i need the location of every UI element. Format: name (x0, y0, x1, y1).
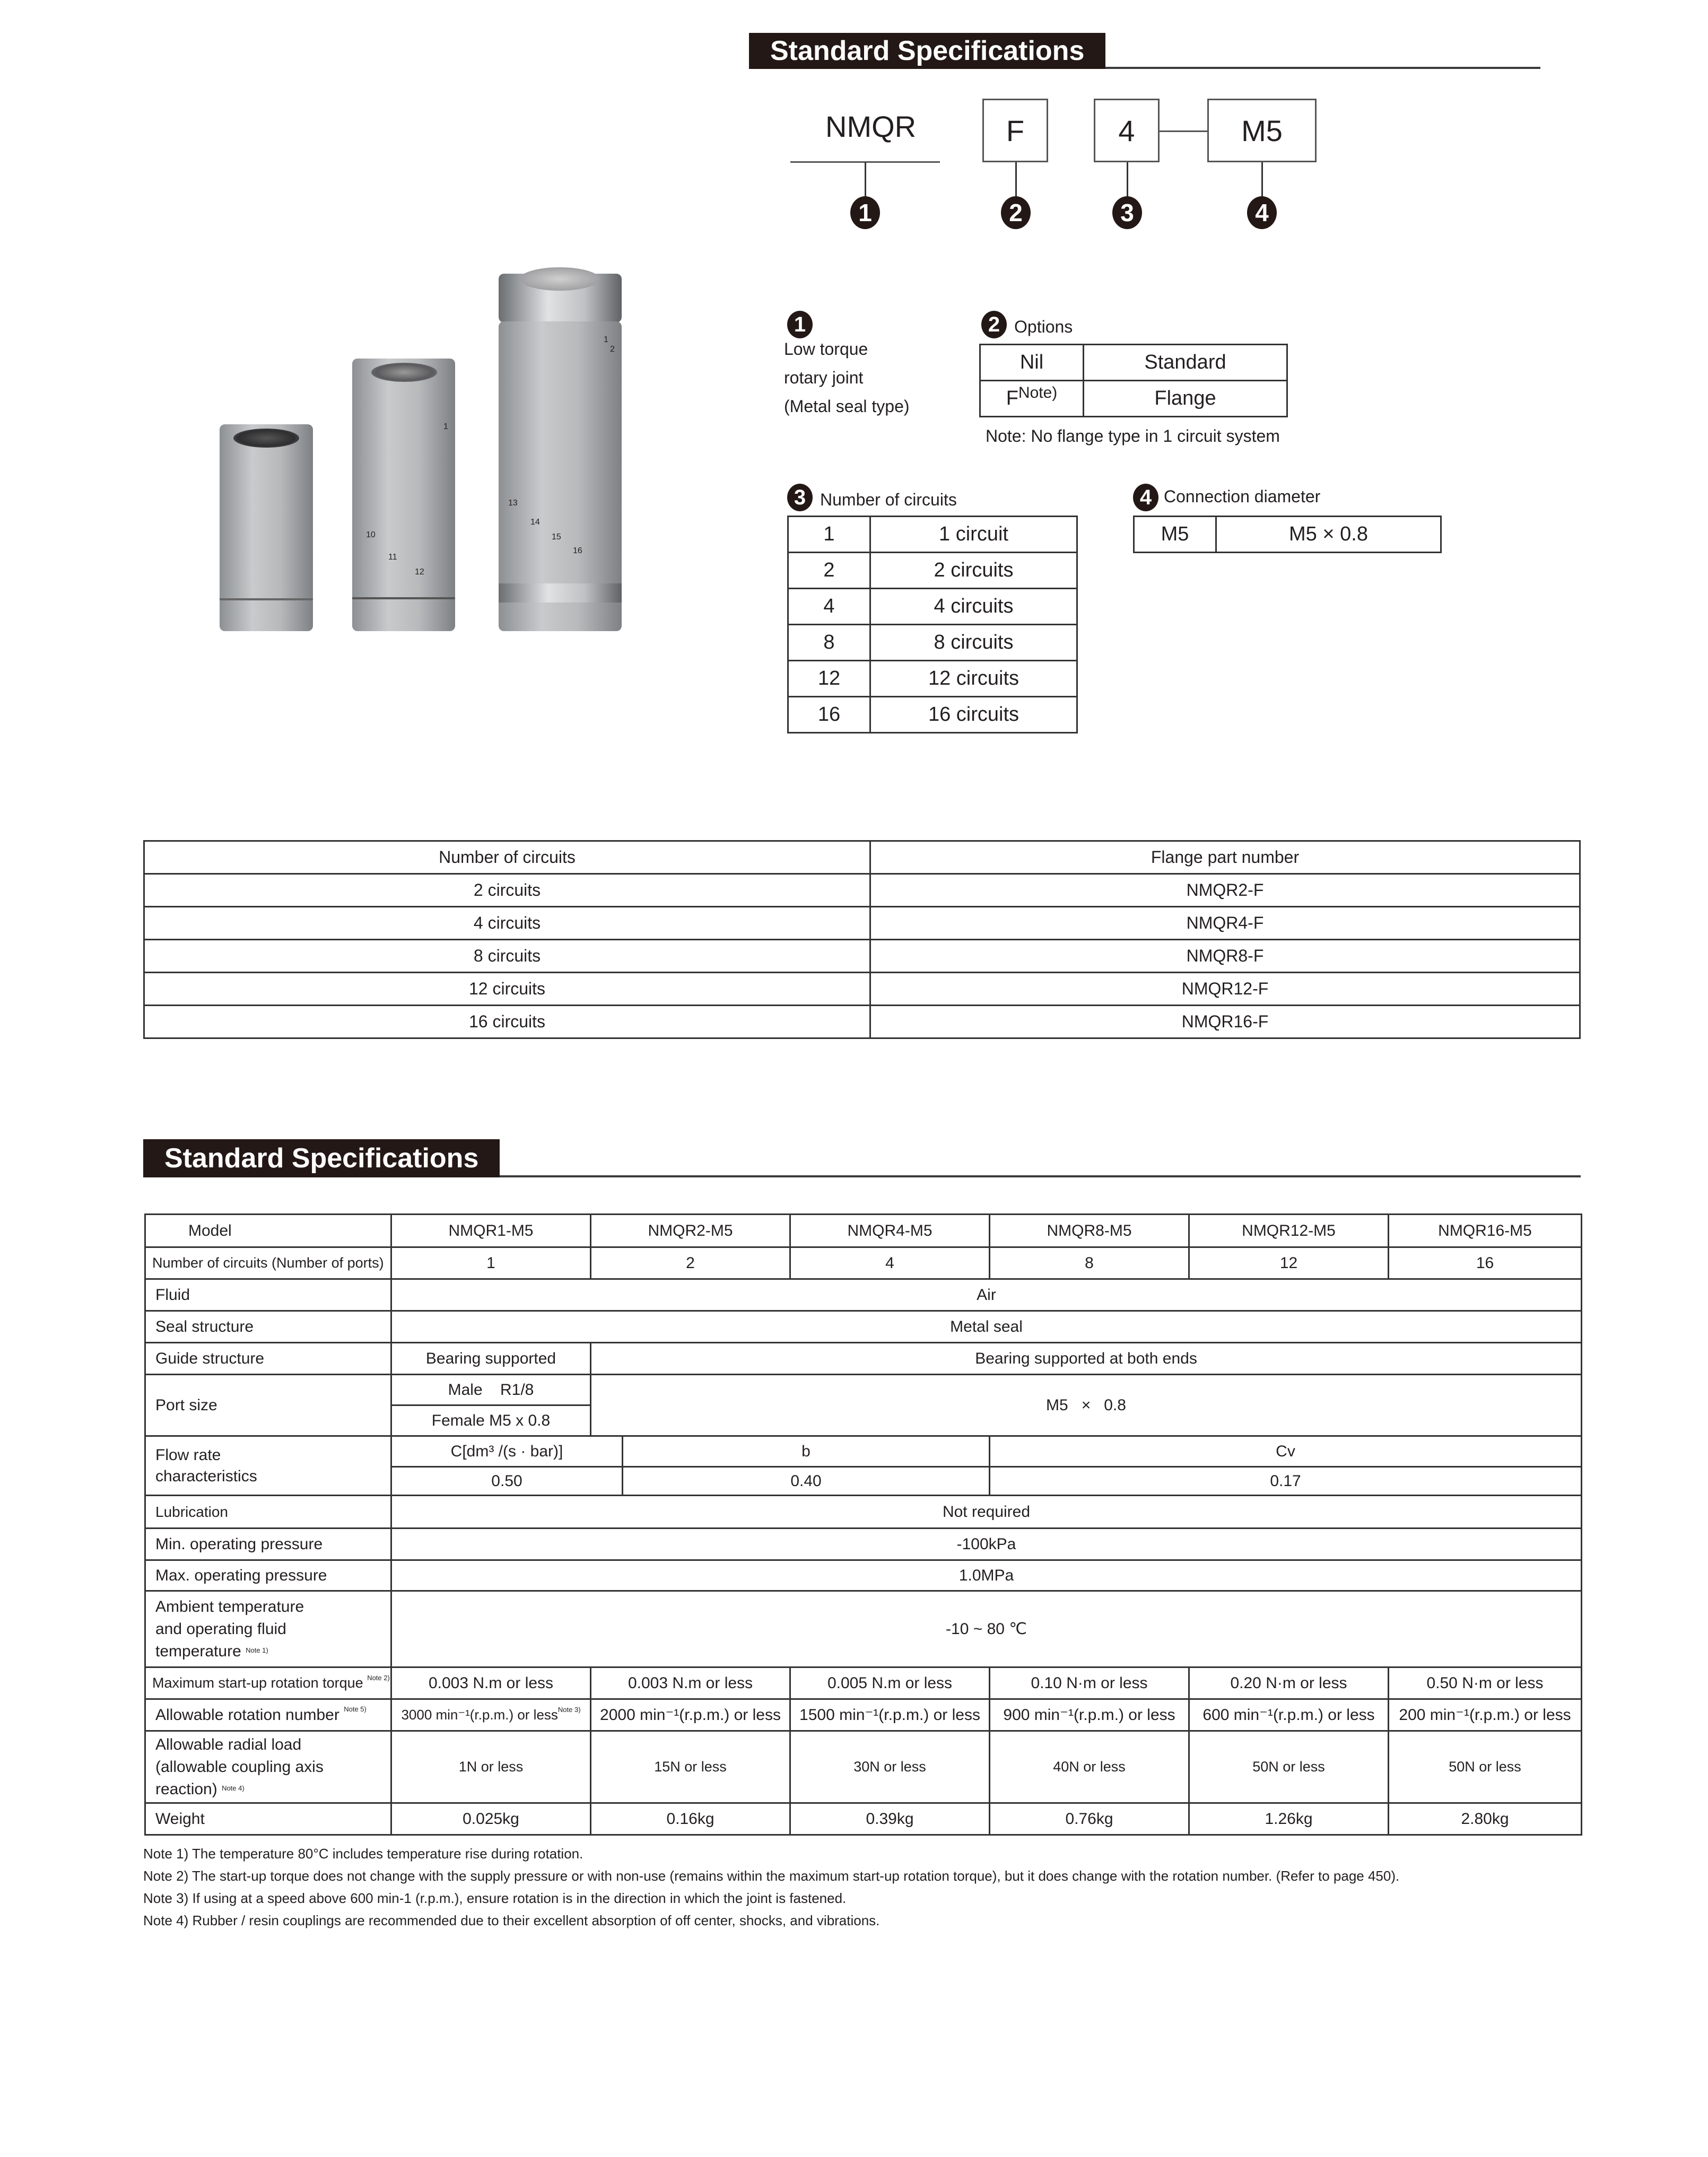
row-header-line: Flow rate (155, 1446, 221, 1464)
row-header: Guide structure (145, 1343, 391, 1375)
rotary-joint-medium-top (371, 363, 437, 382)
footnote: Note 3) If using at a speed above 600 min-1 (r.p.m.), ensure rotation is in the direction in which the joint is fastened. (143, 1890, 847, 1906)
note-ref: Note 4) (222, 1784, 245, 1792)
circuit-code: 2 (788, 553, 870, 589)
row-header: Lubrication (145, 1496, 391, 1529)
value-cell: 1N or less (391, 1731, 591, 1803)
row-header-text: Allowable rotation number (155, 1706, 339, 1724)
circuit-code: 4 (788, 589, 870, 625)
value-text: 3000 min⁻¹(r.p.m.) or less (401, 1707, 558, 1723)
value-cell: 2000 min⁻¹(r.p.m.) or less (591, 1699, 790, 1731)
row-header: Weight (145, 1803, 391, 1835)
value-cell: 4 (790, 1247, 990, 1279)
rotary-joint-large-band (499, 583, 622, 602)
circuit-desc: 12 circuits (870, 661, 1077, 697)
value-cell: 900 min⁻¹(r.p.m.) or less (990, 1699, 1189, 1731)
row-header-line: Allowable radial load (155, 1735, 302, 1753)
row-radial-load (145, 1731, 1582, 1803)
legend-1-line: rotary joint (784, 368, 864, 387)
value-cell: 1500 min⁻¹(r.p.m.) or less (790, 1699, 990, 1731)
port-label: 13 (508, 499, 518, 508)
connection-desc: M5 × 0.8 (1216, 517, 1441, 553)
circuits-row (788, 625, 1077, 661)
circuit-desc: 4 circuits (870, 589, 1077, 625)
row-header-text: temperature (155, 1642, 241, 1660)
flange-row (144, 1006, 1580, 1038)
value-cell: 0.17 (990, 1467, 1582, 1496)
value-cell: Female M5 x 0.8 (391, 1405, 591, 1436)
note-ref: Note 3) (557, 1706, 581, 1714)
code-part-connection: M5 (1207, 99, 1317, 162)
model-cell: NMQR2-M5 (591, 1215, 790, 1247)
connection-table (1133, 516, 1442, 553)
value-cell: 1 (391, 1247, 591, 1279)
flange-circuits: 4 circuits (144, 907, 870, 940)
row-min-pressure (145, 1529, 1582, 1560)
flange-part-number: NMQR12-F (870, 973, 1580, 1006)
value-cell: 2 (591, 1247, 790, 1279)
port-label: 10 (366, 530, 376, 539)
row-model (145, 1215, 1582, 1247)
model-cell: NMQR12-M5 (1189, 1215, 1389, 1247)
option-note: Note) (1018, 384, 1058, 401)
options-title: Options (1014, 317, 1073, 336)
model-cell: NMQR4-M5 (790, 1215, 990, 1247)
badge-1: 1 (850, 196, 880, 229)
port-label: 14 (530, 518, 540, 527)
value-cell: Metal seal (391, 1311, 1582, 1343)
row-header: Model (145, 1215, 391, 1247)
code-part-circuits: 4 (1094, 99, 1160, 162)
badge-3: 3 (1112, 196, 1142, 229)
badge-4: 4 (1133, 484, 1158, 511)
option-desc: Standard (1084, 345, 1287, 381)
flow-sub-header: C[dm³ /(s · bar)] (391, 1436, 623, 1467)
flange-header: Number of circuits (144, 841, 870, 874)
value-cell: -100kPa (391, 1529, 1582, 1560)
value-cell: 0.005 N.m or less (790, 1667, 990, 1699)
value-cell: 50N or less (1389, 1731, 1582, 1803)
row-header: Port size (145, 1375, 391, 1436)
circuit-code: 8 (788, 625, 870, 661)
connection-row (1134, 517, 1441, 553)
flange-table (143, 840, 1581, 1039)
row-port (145, 1375, 1582, 1405)
value-cell: 8 (990, 1247, 1189, 1279)
option-desc: Flange (1084, 381, 1287, 417)
value-cell: 0.003 N.m or less (391, 1667, 591, 1699)
note-ref: Note 2) (367, 1674, 390, 1682)
row-header-line: (allowable coupling axis (155, 1758, 324, 1776)
value-cell: 200 min⁻¹(r.p.m.) or less (1389, 1699, 1582, 1731)
row-seal (145, 1311, 1582, 1343)
circuit-desc: 8 circuits (870, 625, 1077, 661)
row-fluid (145, 1279, 1582, 1311)
circuits-table (787, 516, 1078, 733)
connector-line (1261, 162, 1263, 197)
port-label: 1 (443, 422, 448, 431)
options-row (980, 381, 1287, 417)
badge-3: 3 (787, 484, 813, 511)
circuits-row (788, 589, 1077, 625)
badge-2: 2 (1001, 196, 1031, 229)
circuit-desc: 1 circuit (870, 517, 1077, 553)
row-guide (145, 1343, 1582, 1375)
value-cell: 2.80kg (1389, 1803, 1582, 1835)
value-cell: Bearing supported at both ends (591, 1343, 1582, 1375)
code-dash (1160, 130, 1207, 132)
note-ref: Note 5) (344, 1705, 367, 1713)
rotary-joint-small-top (233, 429, 299, 448)
circuit-code: 12 (788, 661, 870, 697)
row-temperature (145, 1591, 1582, 1667)
section-rule (500, 1175, 1581, 1177)
circuit-code: 1 (788, 517, 870, 553)
row-torque (145, 1667, 1582, 1699)
note-ref: Note 1) (246, 1646, 268, 1654)
flange-part-number: NMQR8-F (870, 940, 1580, 973)
flow-sub-header: b (623, 1436, 990, 1467)
circuit-desc: 16 circuits (870, 697, 1077, 733)
row-header (145, 1591, 391, 1667)
row-header: Seal structure (145, 1311, 391, 1343)
row-header-line: Ambient temperature (155, 1597, 304, 1615)
flange-part-number: NMQR16-F (870, 1006, 1580, 1038)
value-cell: 0.10 N·m or less (990, 1667, 1189, 1699)
value-cell: 0.50 (391, 1467, 623, 1496)
options-row (980, 345, 1287, 381)
circuits-title: Number of circuits (820, 490, 957, 509)
value-cell: 16 (1389, 1247, 1582, 1279)
model-cell: NMQR8-M5 (990, 1215, 1189, 1247)
value-cell: Air (391, 1279, 1582, 1311)
spec-table (144, 1213, 1582, 1836)
footnote: Note 1) The temperature 80°C includes temperature rise during rotation. (143, 1846, 583, 1862)
value-cell: 50N or less (1189, 1731, 1389, 1803)
flange-row (144, 940, 1580, 973)
flange-header: Flange part number (870, 841, 1580, 874)
value-cell: 0.50 N·m or less (1389, 1667, 1582, 1699)
connector-line (865, 162, 866, 197)
row-weight (145, 1803, 1582, 1835)
option-code (980, 381, 1084, 417)
value-cell: 0.39kg (790, 1803, 990, 1835)
value-cell: 40N or less (990, 1731, 1189, 1803)
value-cell: 0.003 N.m or less (591, 1667, 790, 1699)
value-cell: 12 (1189, 1247, 1389, 1279)
row-header-line: and operating fluid (155, 1620, 286, 1638)
connector-line (1015, 162, 1017, 197)
value-cell: 0.025kg (391, 1803, 591, 1835)
value-cell: M5 × 0.8 (591, 1375, 1582, 1436)
row-circuits (145, 1247, 1582, 1279)
row-header-line: characteristics (155, 1467, 257, 1485)
footnote: Note 4) Rubber / resin couplings are recommended due to their excellent absorption of off center, shocks, and vibrations. (143, 1913, 880, 1928)
options-table (979, 344, 1288, 417)
flow-sub-header: Cv (990, 1436, 1582, 1467)
row-header-text: reaction) (155, 1780, 217, 1798)
footnotes (143, 1842, 1399, 1932)
code-part-series: NMQR (825, 110, 917, 143)
footnote: Note 2) The start-up torque does not change with the supply pressure or with non-use (remains within the maximum start-up rotation torque), but it does change with the rotation number. (Refer to page 450). (143, 1868, 1400, 1884)
option-code: Nil (980, 345, 1084, 381)
option-code-text: F (1006, 387, 1018, 409)
port-label: 2 (610, 345, 615, 354)
rotary-joint-medium (352, 359, 455, 631)
flange-row (144, 874, 1580, 907)
value-cell: 0.76kg (990, 1803, 1189, 1835)
rotary-joint-large-top (520, 267, 599, 291)
row-header (145, 1731, 391, 1803)
circuits-row (788, 553, 1077, 589)
flange-header-row (144, 841, 1580, 874)
row-lubrication (145, 1496, 1582, 1529)
value-cell: Male R1/8 (391, 1375, 591, 1405)
model-cell: NMQR16-M5 (1389, 1215, 1582, 1247)
flange-circuits: 2 circuits (144, 874, 870, 907)
row-header-text: Maximum start-up rotation torque (152, 1675, 363, 1691)
rotary-joint-medium-ring (352, 597, 455, 599)
flange-circuits: 12 circuits (144, 973, 870, 1006)
row-header (145, 1436, 391, 1496)
value-cell: 0.20 N·m or less (1189, 1667, 1389, 1699)
value-cell: Bearing supported (391, 1343, 591, 1375)
row-header-line (155, 1778, 387, 1801)
value-cell: 1.0MPa (391, 1560, 1582, 1591)
port-label: 11 (388, 553, 397, 562)
value-cell: 0.40 (623, 1467, 990, 1496)
badge-4: 4 (1247, 196, 1277, 229)
options-footnote: Note: No flange type in 1 circuit system (986, 426, 1280, 446)
circuits-row (788, 661, 1077, 697)
row-max-pressure (145, 1560, 1582, 1591)
flange-row (144, 907, 1580, 940)
model-cell: NMQR1-M5 (391, 1215, 591, 1247)
row-header: Min. operating pressure (145, 1529, 391, 1560)
port-label: 15 (552, 532, 561, 542)
port-label: 1 (604, 335, 608, 344)
connection-title: Connection diameter (1164, 487, 1321, 506)
row-rotation (145, 1699, 1582, 1731)
section-title: Standard Specifications (749, 33, 1105, 69)
legend-1-line: Low torque (784, 339, 868, 359)
flange-circuits: 8 circuits (144, 940, 870, 973)
row-header (145, 1667, 391, 1699)
flange-circuits: 16 circuits (144, 1006, 870, 1038)
flange-part-number: NMQR4-F (870, 907, 1580, 940)
circuits-row (788, 697, 1077, 733)
circuit-code: 16 (788, 697, 870, 733)
flange-part-number: NMQR2-F (870, 874, 1580, 907)
flange-row (144, 973, 1580, 1006)
row-header: Fluid (145, 1279, 391, 1311)
connector-line (1127, 162, 1128, 197)
section-header-ordering (749, 33, 1540, 69)
section-header-specs (143, 1139, 1581, 1177)
row-header (145, 1699, 391, 1731)
value-cell: 0.16kg (591, 1803, 790, 1835)
value-cell: Not required (391, 1496, 1582, 1529)
section-rule (1105, 67, 1540, 69)
badge-1: 1 (787, 311, 813, 338)
value-cell: 30N or less (790, 1731, 990, 1803)
legend-1-line: (Metal seal type) (784, 397, 910, 416)
badge-2: 2 (981, 311, 1007, 338)
port-label: 16 (573, 546, 582, 555)
row-flow (145, 1436, 1582, 1467)
code-part-option: F (982, 99, 1048, 162)
value-cell: -10 ~ 80 ℃ (391, 1591, 1582, 1667)
rotary-joint-small-ring (220, 598, 313, 600)
port-label: 12 (415, 567, 424, 577)
row-header: Number of circuits (Number of ports) (145, 1247, 391, 1279)
row-header: Max. operating pressure (145, 1560, 391, 1591)
circuits-row (788, 517, 1077, 553)
value-cell: 1.26kg (1189, 1803, 1389, 1835)
circuit-desc: 2 circuits (870, 553, 1077, 589)
value-cell: 600 min⁻¹(r.p.m.) or less (1189, 1699, 1389, 1731)
section-title: Standard Specifications (143, 1139, 500, 1177)
value-cell: 15N or less (591, 1731, 790, 1803)
value-cell (391, 1699, 591, 1731)
connection-code: M5 (1134, 517, 1216, 553)
row-header-line (155, 1640, 387, 1663)
